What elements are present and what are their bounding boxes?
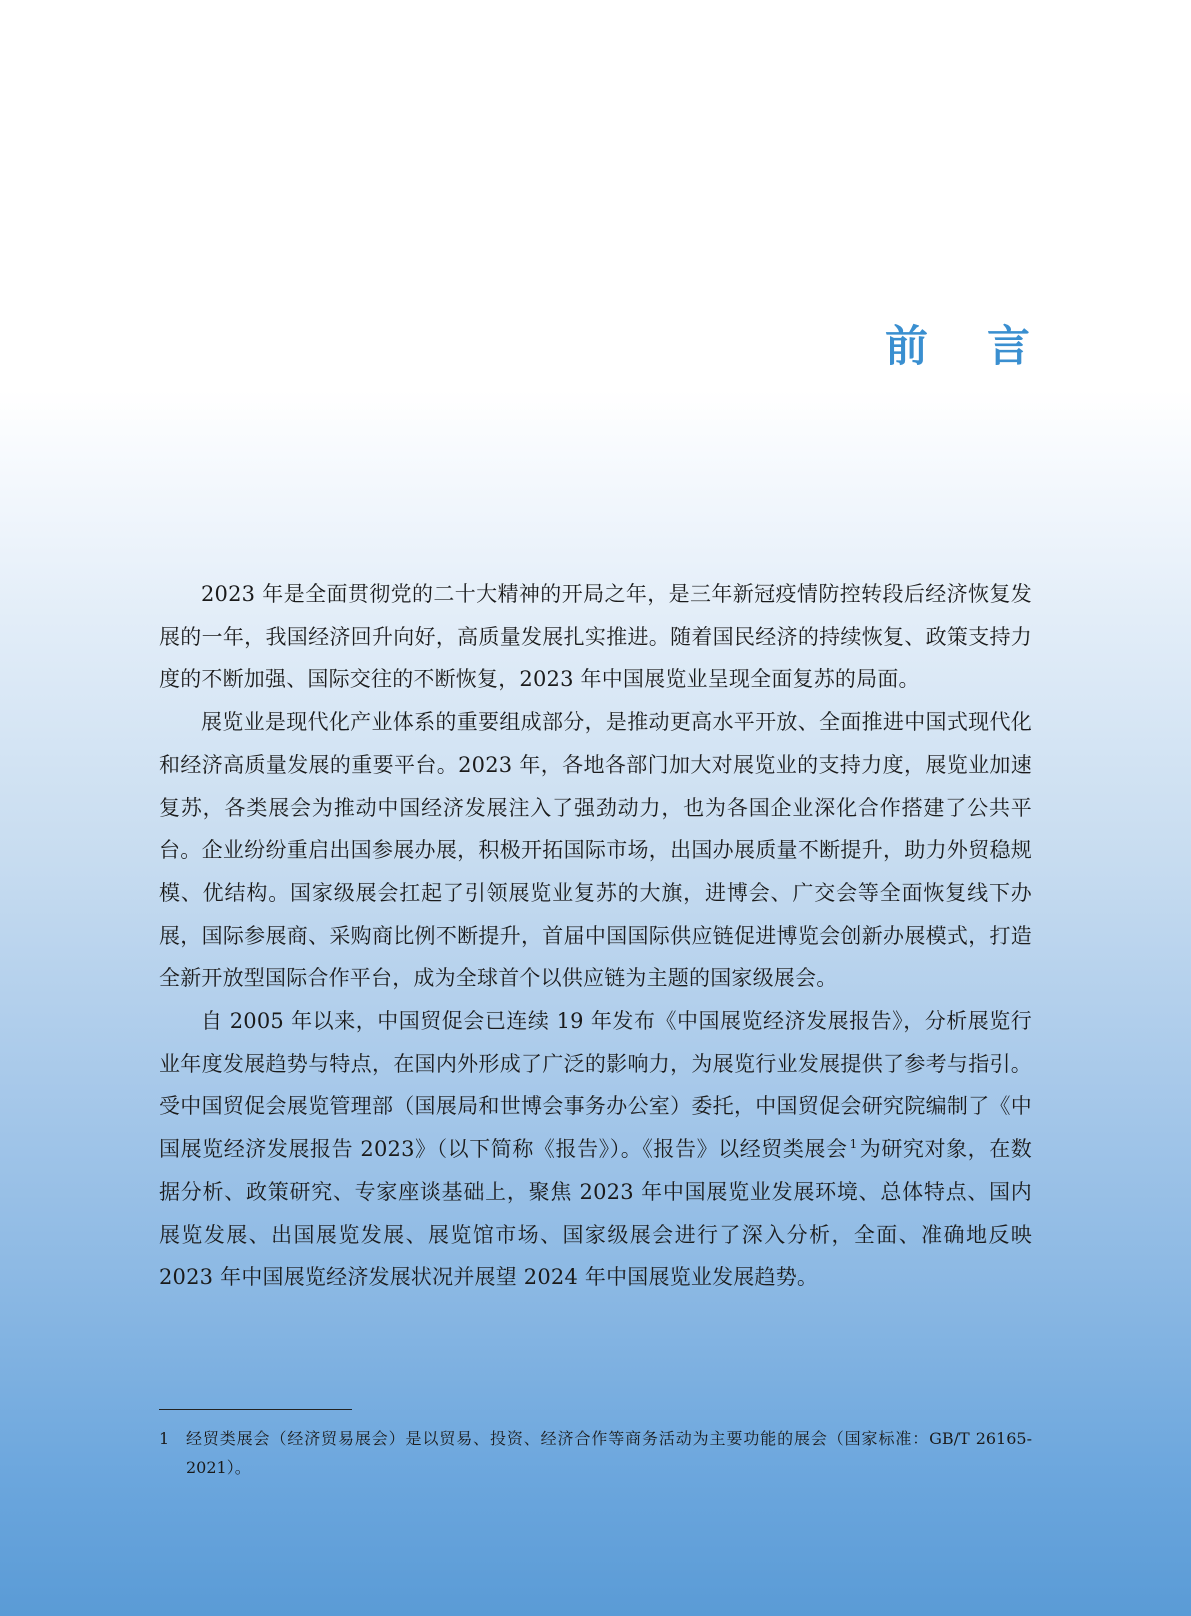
paragraph-1: 2023 年是全面贯彻党的二十大精神的开局之年，是三年新冠疫情防控转段后经济恢复发展的一年，我国经济回升向好，高质量发展扎实推进。随着国民经济的持续恢复、政策支持力度的不断加强、国际交往的不断恢复，2023 年中国展览业呈现全面复苏的局面。	[159, 582, 1032, 692]
footnote-number: 1	[159, 1429, 170, 1448]
footnote-reference[interactable]: 1	[849, 1137, 858, 1152]
footnote	[159, 1424, 1032, 1482]
paragraph-3	[159, 1000, 1032, 1299]
footnote-text: 经贸类展会（经济贸易展会）是以贸易、投资、经济合作等商务活动为主要功能的展会（国家标准：GB/T 26165-2021）。	[186, 1429, 1032, 1477]
page-title: 前 言	[885, 322, 1052, 372]
footnote-divider	[159, 1409, 352, 1410]
paragraph-3-part-2: 为研究对象，在数据分析、政策研究、专家座谈基础上，聚焦 2023 年中国展览业发展环境、总体特点、国内展览发展、出国展览发展、展览馆市场、国家级展会进行了深入分析，全面、准确地反映 2023 年中国展览经济发展状况并展望 2024 年中国展览业发展趋势。	[159, 1137, 1032, 1290]
paragraph-3-part-1: 自 2005 年以来，中国贸促会已连续 19 年发布《中国展览经济发展报告》，分析展览行业年度发展趋势与特点，在国内外形成了广泛的影响力，为展览行业发展提供了参考与指引。受中国贸促会展览管理部（国展局和世博会事务办公室）委托，中国贸促会研究院编制了《中国展览经济发展报告 2023》（以下简称《报告》）。《报告》以经贸类展会	[159, 1009, 1032, 1162]
paragraph-2: 展览业是现代化产业体系的重要组成部分，是推动更高水平开放、全面推进中国式现代化和经济高质量发展的重要平台。2023 年，各地各部门加大对展览业的支持力度，展览业加速复苏，各类展会为推动中国经济发展注入了强劲动力，也为各国企业深化合作搭建了公共平台。企业纷纷重启出国参展办展，积极开拓国际市场，出国办展质量不断提升，助力外贸稳规模、优结构。国家级展会扛起了引领展览业复苏的大旗，进博会、广交会等全面恢复线下办展，国际参展商、采购商比例不断提升，首届中国国际供应链促进博览会创新办展模式，打造全新开放型国际合作平台，成为全球首个以供应链为主题的国家级展会。	[159, 710, 1032, 991]
body-text	[159, 573, 1032, 1299]
